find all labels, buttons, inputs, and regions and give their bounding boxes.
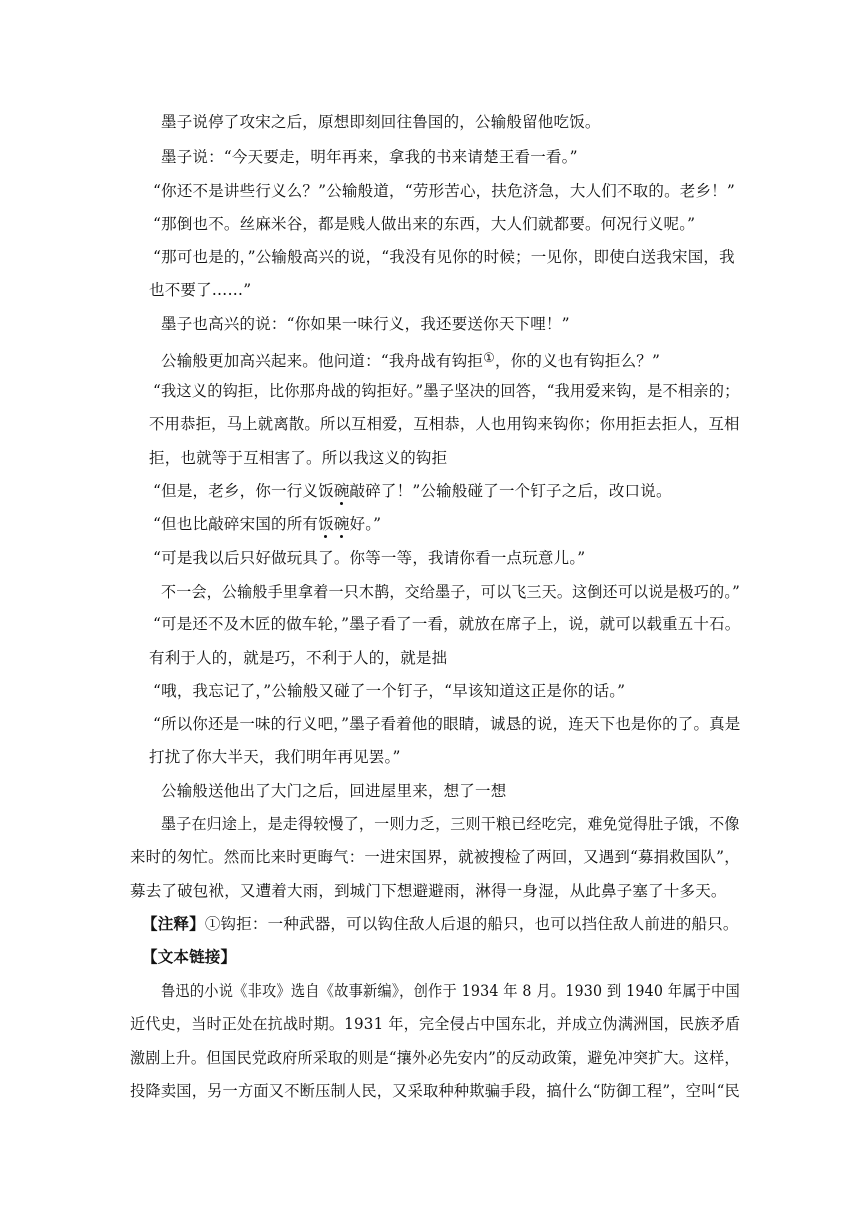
paragraph-line: “那可也是的，”公输般高兴的说，“我没有见你的时候；一见你，即使白送我宋国，我 xyxy=(153,248,735,266)
paragraph-line: 来时的匆忙。然而比来时更晦气：一进宋国界，就被搜检了两回，又遇到“募捐救国队”， xyxy=(130,848,740,866)
paragraph-line: 近代史，当时正处在抗战时期。1931 年，完全侵占中国东北，并成立伪满洲国，民族矛盾 xyxy=(130,1015,741,1033)
text-span: 钩拒：一种武器，可以钩住敌人后退的船只，也可以挡住敌人前进的船只。 xyxy=(220,915,739,933)
footnote-line xyxy=(142,914,739,934)
paragraph-line: 不用恭拒，马上就离散。所以互相爱，互相恭，人也用钩来钩你；你用拒去拒人，互相 xyxy=(149,415,740,433)
text-span: 公输般更加高兴起来。他问道：“我舟战有钩拒 xyxy=(161,352,484,370)
paragraph-line xyxy=(153,481,672,501)
paragraph-line: “可是还不及木匠的做车轮，”墨子看了一看，就放在席子上，说，就可以载重五十石。 xyxy=(153,615,741,633)
text-span: ，你的义也有钩拒么？” xyxy=(495,352,661,370)
emphasis-char: 碗 xyxy=(333,482,350,500)
paragraph-line: 鲁迅的小说《非攻》选自《故事新编》，创作于 1934 年 8 月。1930 到 1940 年属于中国 xyxy=(161,982,740,1000)
paragraph-line: 拒，也就等于互相害了。所以我这义的钩拒 xyxy=(149,449,448,467)
text-span: “但也比敲碎宋国的所有 xyxy=(153,515,319,533)
text-span: “但是，老乡，你一行义饭 xyxy=(153,482,334,500)
text-span: 好。” xyxy=(349,515,382,533)
paragraph-line xyxy=(161,349,660,371)
paragraph-line: “所以你还是一味的行义吧，”墨子看着他的眼睛，诚恳的说，连天下也是你的了。真是 xyxy=(153,715,741,733)
paragraph-line: 公输般送他出了大门之后，回进屋里来，想了一想 xyxy=(161,782,507,800)
paragraph-line: 墨子说停了攻宋之后，原想即刻回往鲁国的，公输般留他吃饭。 xyxy=(161,113,601,131)
footnote-marker: ① xyxy=(204,915,221,933)
section-heading: 【文本链接】 xyxy=(142,947,237,966)
emphasis-char: 碗 xyxy=(333,515,350,533)
paragraph-line: “哦，我忘记了，”公输般又碰了一个钉子，“早该知道这正是你的话。” xyxy=(153,682,626,700)
paragraph-line xyxy=(153,514,381,534)
paragraph-line: 不一会，公输般手里拿着一只木鹊，交给墨子，可以飞三天。这倒还可以说是极巧的。” xyxy=(161,583,740,601)
paragraph-line: “那倒也不。丝麻米谷，都是贱人做出来的东西，大人们就都要。何况行义呢。” xyxy=(153,215,696,233)
paragraph-line: 激剧上升。但国民党政府所采取的则是“攘外必先安内”的反动政策，避免冲突扩大。这样， xyxy=(130,1049,740,1067)
footnote-marker: ① xyxy=(483,351,495,366)
footnote-heading: 【注释】 xyxy=(142,914,205,933)
paragraph-line: 打扰了你大半天，我们明年再见罢。” xyxy=(149,748,401,766)
paragraph-line: “你还不是讲些行义么？”公输般道，“劳形苦心，扶危济急，大人们不取的。老乡！” xyxy=(153,182,735,200)
paragraph-line: 墨子在归途上，是走得较慢了，一则力乏，三则干粮已经吃完，难免觉得肚子饿，不像 xyxy=(161,815,740,833)
paragraph-line: 有利于人的，就是巧，不利于人的，就是拙 xyxy=(149,649,448,667)
paragraph-line: 募去了破包袱，又遭着大雨，到城门下想避避雨，淋得一身湿，从此鼻子塞了十多天。 xyxy=(130,882,727,900)
paragraph-line: 墨子说：“今天要走，明年再来，拿我的书来请楚王看一看。” xyxy=(161,148,578,166)
text-span: 敲碎了！”公输般碰了一个钉子之后，改口说。 xyxy=(349,482,672,500)
paragraph-line: 墨子也高兴的说：“你如果一味行义，我还要送你天下哩！” xyxy=(161,315,570,333)
paragraph-line: 也不要了……” xyxy=(149,281,252,299)
paragraph-line: “可是我以后只好做玩具了。你等一等，我请你看一点玩意儿。” xyxy=(153,549,586,567)
paragraph-line: 投降卖国，另一方面又不断压制人民，又采取种种欺骗手段，搞什么“防御工程”，空叫“民 xyxy=(130,1082,740,1100)
paragraph-line: “我这义的钩拒，比你那舟战的钩拒好。”墨子坚决的回答，“我用爱来钩，是不相亲的； xyxy=(153,382,740,400)
emphasis-char: 饭 xyxy=(318,515,334,533)
